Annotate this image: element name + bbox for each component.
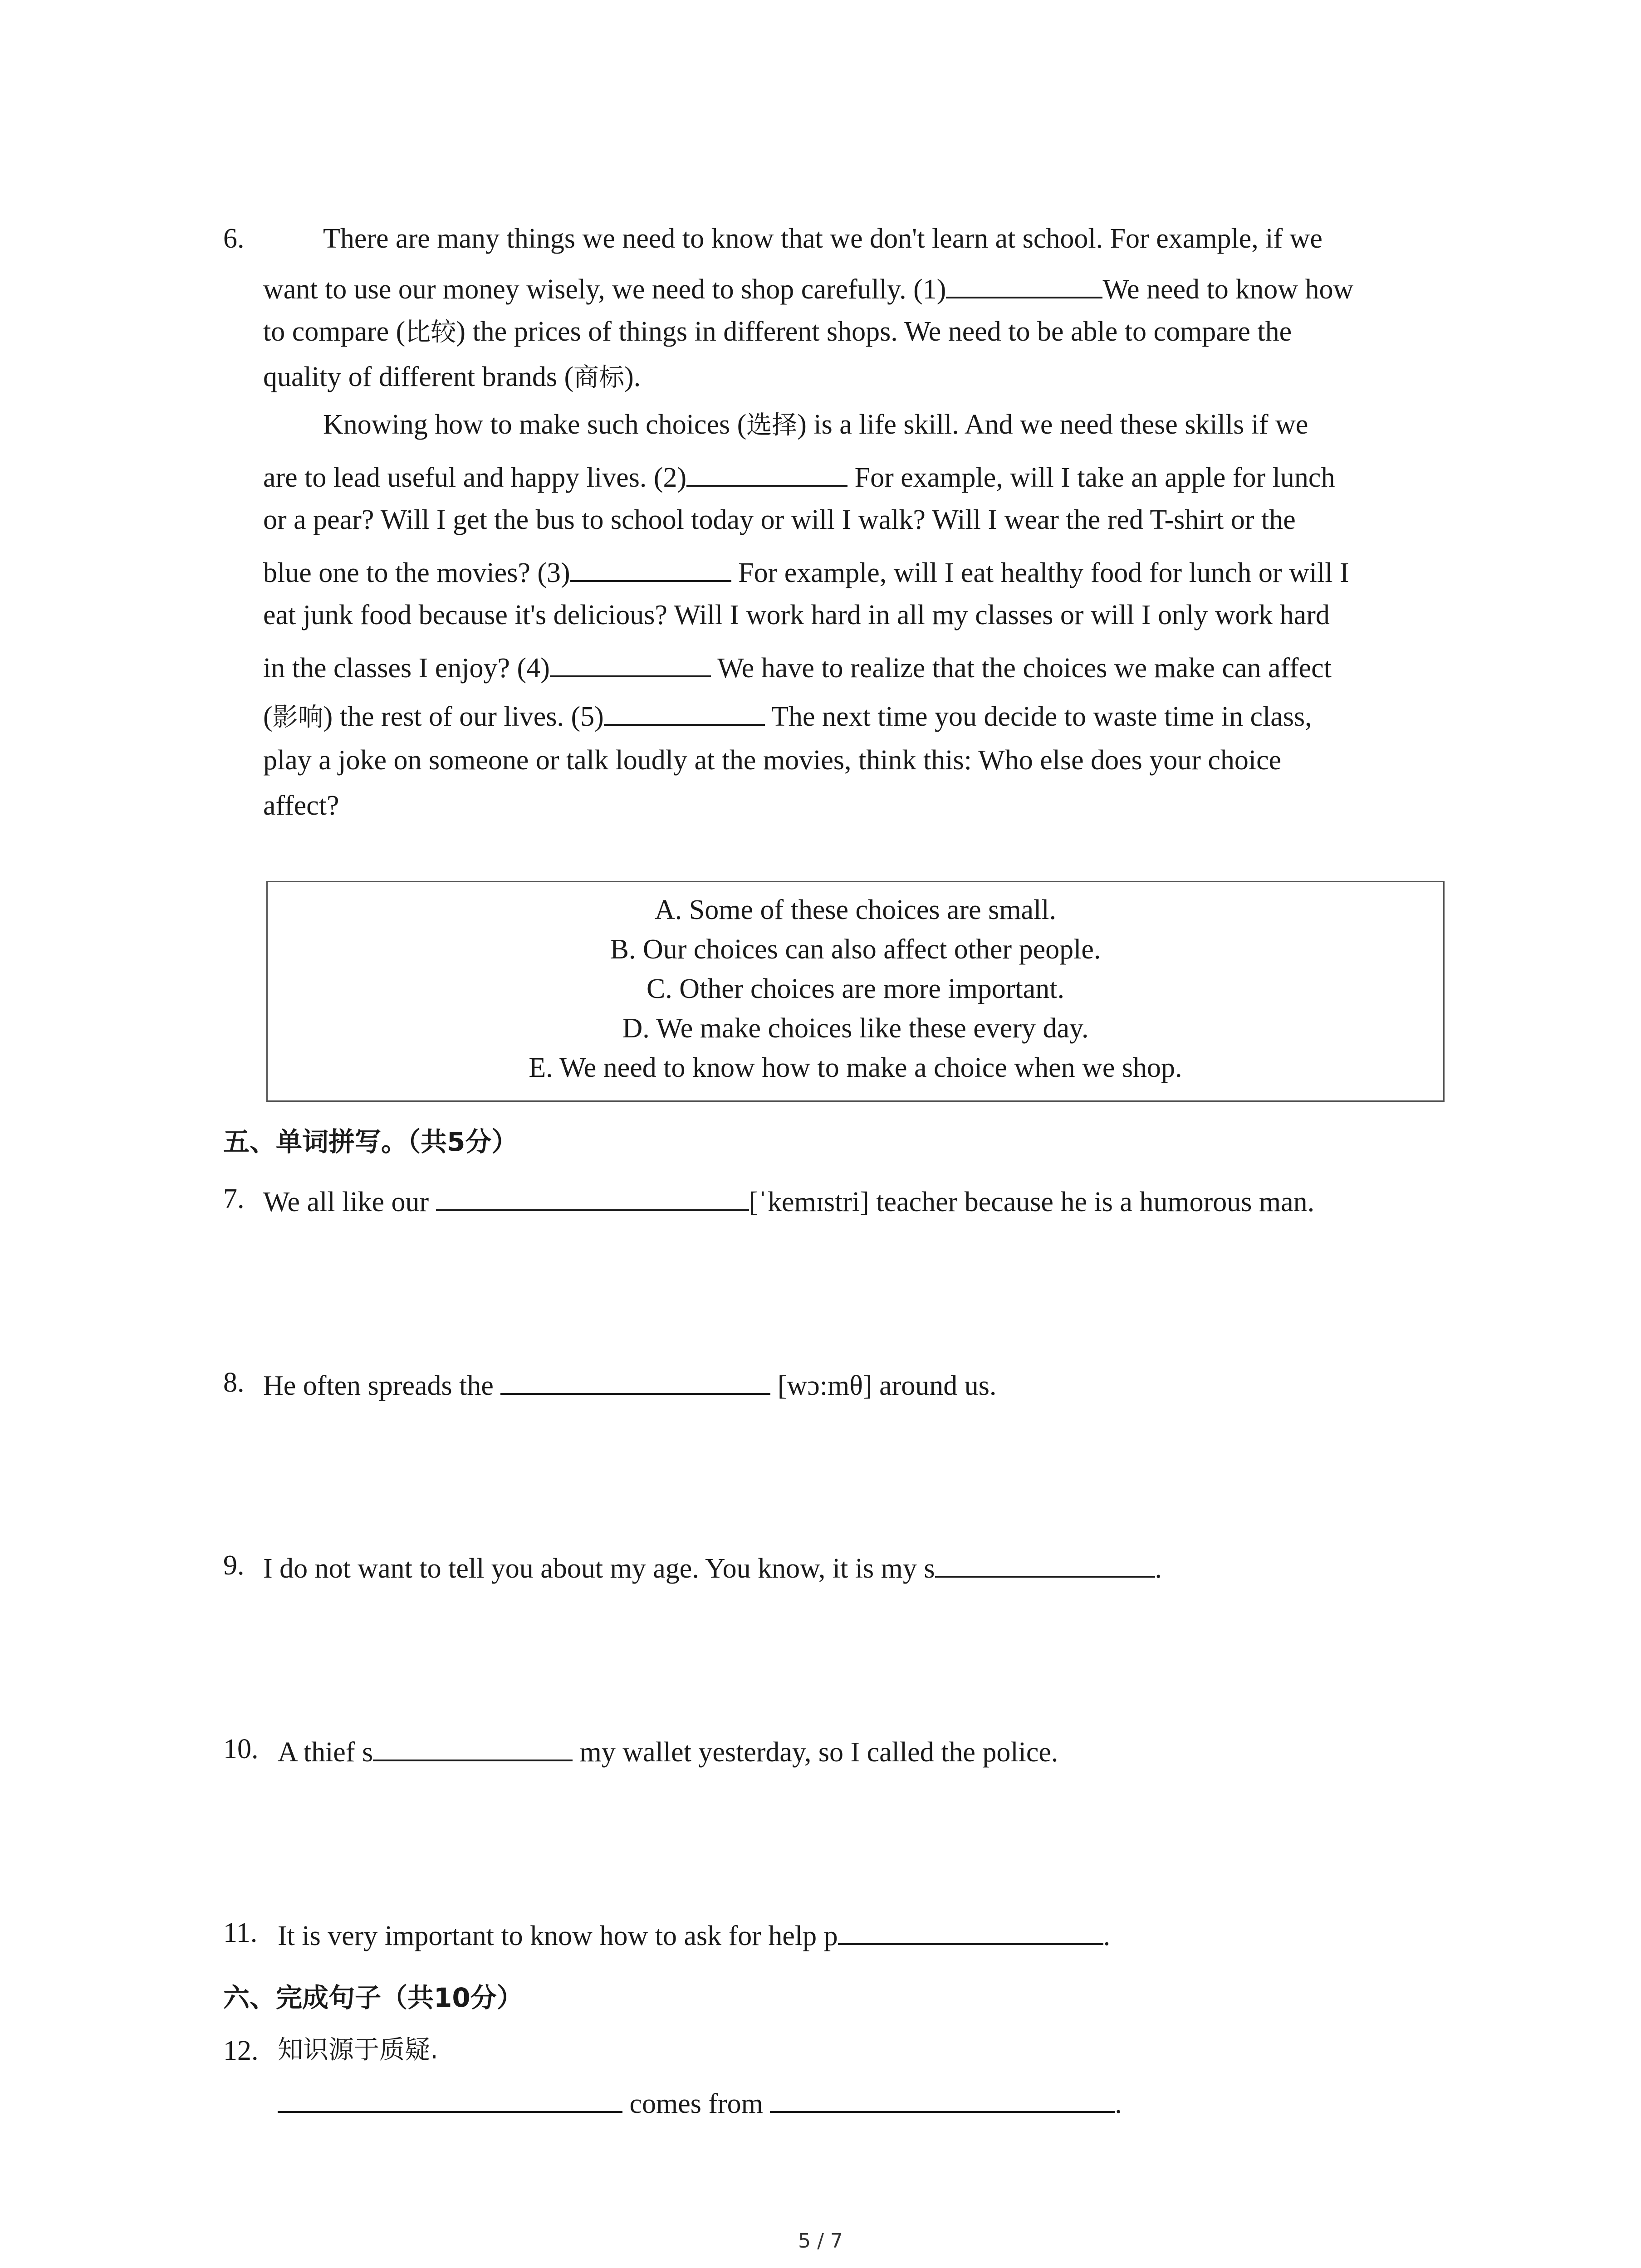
text: For example, will I take an apple for lunch: [847, 462, 1335, 493]
text: ).: [624, 362, 641, 392]
question-9: [263, 1551, 1162, 1583]
chinese-gloss: 影响: [272, 703, 323, 732]
text: It is very important to know how to ask for help p: [278, 1921, 838, 1951]
question-12-number: 12.: [223, 2035, 259, 2066]
blank-1[interactable]: [946, 272, 1102, 298]
question-8-number: 8.: [223, 1367, 245, 1398]
text: are to lead useful and happy lives. (2): [263, 462, 687, 493]
text: ) the rest of our lives. (5): [323, 701, 604, 732]
warmth-blank[interactable]: [500, 1369, 770, 1395]
question-7: [263, 1185, 1314, 1216]
text: We all like our: [263, 1187, 436, 1217]
text: to compare (: [263, 316, 406, 347]
text: We need to know how: [1102, 274, 1354, 305]
text: There are many things we need to know that we don't learn at school. For example, if we: [323, 223, 1323, 254]
blank-2[interactable]: [686, 460, 847, 487]
option-a: A. Some of these choices are small.: [655, 894, 1056, 925]
text: in the classes I enjoy? (4): [263, 653, 550, 684]
text: (: [263, 701, 273, 732]
text: eat junk food because it's delicious? Will I work hard in all my classes or will I only work hard: [263, 600, 1330, 631]
q6-paragraph-2-line-5: [263, 601, 1330, 629]
option-d: D. We make choices like these every day.: [622, 1013, 1089, 1044]
text: We have to realize that the choices we make can affect: [710, 653, 1332, 684]
secret-blank[interactable]: [935, 1551, 1155, 1578]
chinese-gloss: 比较: [405, 318, 456, 347]
question-12-answer-line: [278, 2087, 1122, 2118]
text: [ˈkemɪstri] teacher because he is a humorous man.: [749, 1187, 1315, 1217]
q6-paragraph-2-line-1: [323, 411, 1308, 439]
text: quality of different brands (: [263, 362, 574, 392]
knowledge-blank[interactable]: [278, 2087, 622, 2113]
page-number: 5 / 7: [798, 2229, 843, 2253]
text: ) the prices of things in different shops. We need to be able to compare the: [456, 316, 1292, 347]
q6-paragraph-2-line-7: [263, 699, 1312, 731]
text: .: [1115, 2088, 1122, 2119]
question-12-prompt: 知识源于质疑.: [278, 2035, 438, 2065]
q6-paragraph-1-line-2: [263, 272, 1353, 303]
section-5-title: 五、单词拼写。（共5分）: [223, 1126, 518, 1157]
q6-paragraph-2-line-8: [263, 746, 1281, 774]
question-9-number: 9.: [223, 1550, 245, 1581]
questioning-blank[interactable]: [770, 2087, 1115, 2113]
chemistry-blank[interactable]: [436, 1185, 749, 1211]
text: .: [1103, 1921, 1111, 1951]
option-b: B. Our choices can also affect other people.: [610, 934, 1101, 965]
text: affect?: [263, 790, 339, 821]
politely-blank[interactable]: [838, 1919, 1103, 1945]
blank-5[interactable]: [604, 699, 765, 726]
question-10-number: 10.: [223, 1734, 259, 1765]
question-11: [278, 1919, 1110, 1950]
q6-paragraph-1-line-4: [263, 363, 641, 391]
text: blue one to the movies? (3): [263, 557, 570, 588]
text: For example, will I eat healthy food for lunch or will I: [731, 557, 1349, 588]
q6-paragraph-2-line-9: [263, 792, 339, 820]
q6-paragraph-2-line-2: [263, 460, 1335, 492]
question-10: [278, 1735, 1058, 1766]
text: comes from: [622, 2088, 770, 2119]
option-e: E. We need to know how to make a choice when we shop.: [529, 1052, 1182, 1083]
text: want to use our money wisely, we need to shop carefully. (1): [263, 274, 946, 305]
q6-paragraph-2-line-4: [263, 556, 1349, 587]
text: He often spreads the: [263, 1370, 501, 1401]
blank-3[interactable]: [570, 556, 731, 582]
text: [wɔ:mθ] around us.: [770, 1370, 997, 1401]
question-6-number: 6.: [223, 223, 245, 254]
text: Knowing how to make such choices (: [323, 409, 747, 440]
text: or a pear? Will I get the bus to school today or will I walk? Will I wear the red T-shirt or the: [263, 504, 1296, 535]
text: A thief s: [278, 1737, 373, 1768]
text: play a joke on someone or talk loudly at the movies, think this: Who else does your choice: [263, 745, 1282, 776]
options-box: [266, 881, 1445, 1102]
text: The next time you decide to waste time in class,: [764, 701, 1312, 732]
question-7-number: 7.: [223, 1183, 245, 1214]
q6-paragraph-1-line-3: [263, 318, 1292, 346]
section-6-title: 六、完成句子（共10分）: [223, 1982, 523, 2013]
question-11-number: 11.: [223, 1917, 258, 1948]
text: I do not want to tell you about my age. You know, it is my s: [263, 1553, 935, 1584]
stole-blank[interactable]: [373, 1735, 573, 1761]
text: my wallet yesterday, so I called the police.: [573, 1737, 1058, 1768]
chinese-gloss: 商标: [573, 363, 625, 392]
text: .: [1155, 1553, 1162, 1584]
chinese-gloss: 选择: [746, 411, 798, 440]
blank-4[interactable]: [550, 651, 711, 677]
q6-paragraph-1-line-1: [323, 225, 1323, 253]
text: ) is a life skill. And we need these skills if we: [797, 409, 1308, 440]
option-c: C. Other choices are more important.: [646, 973, 1065, 1004]
q6-paragraph-2-line-6: [263, 651, 1332, 682]
q6-paragraph-2-line-3: [263, 506, 1296, 534]
question-8: [263, 1369, 996, 1400]
